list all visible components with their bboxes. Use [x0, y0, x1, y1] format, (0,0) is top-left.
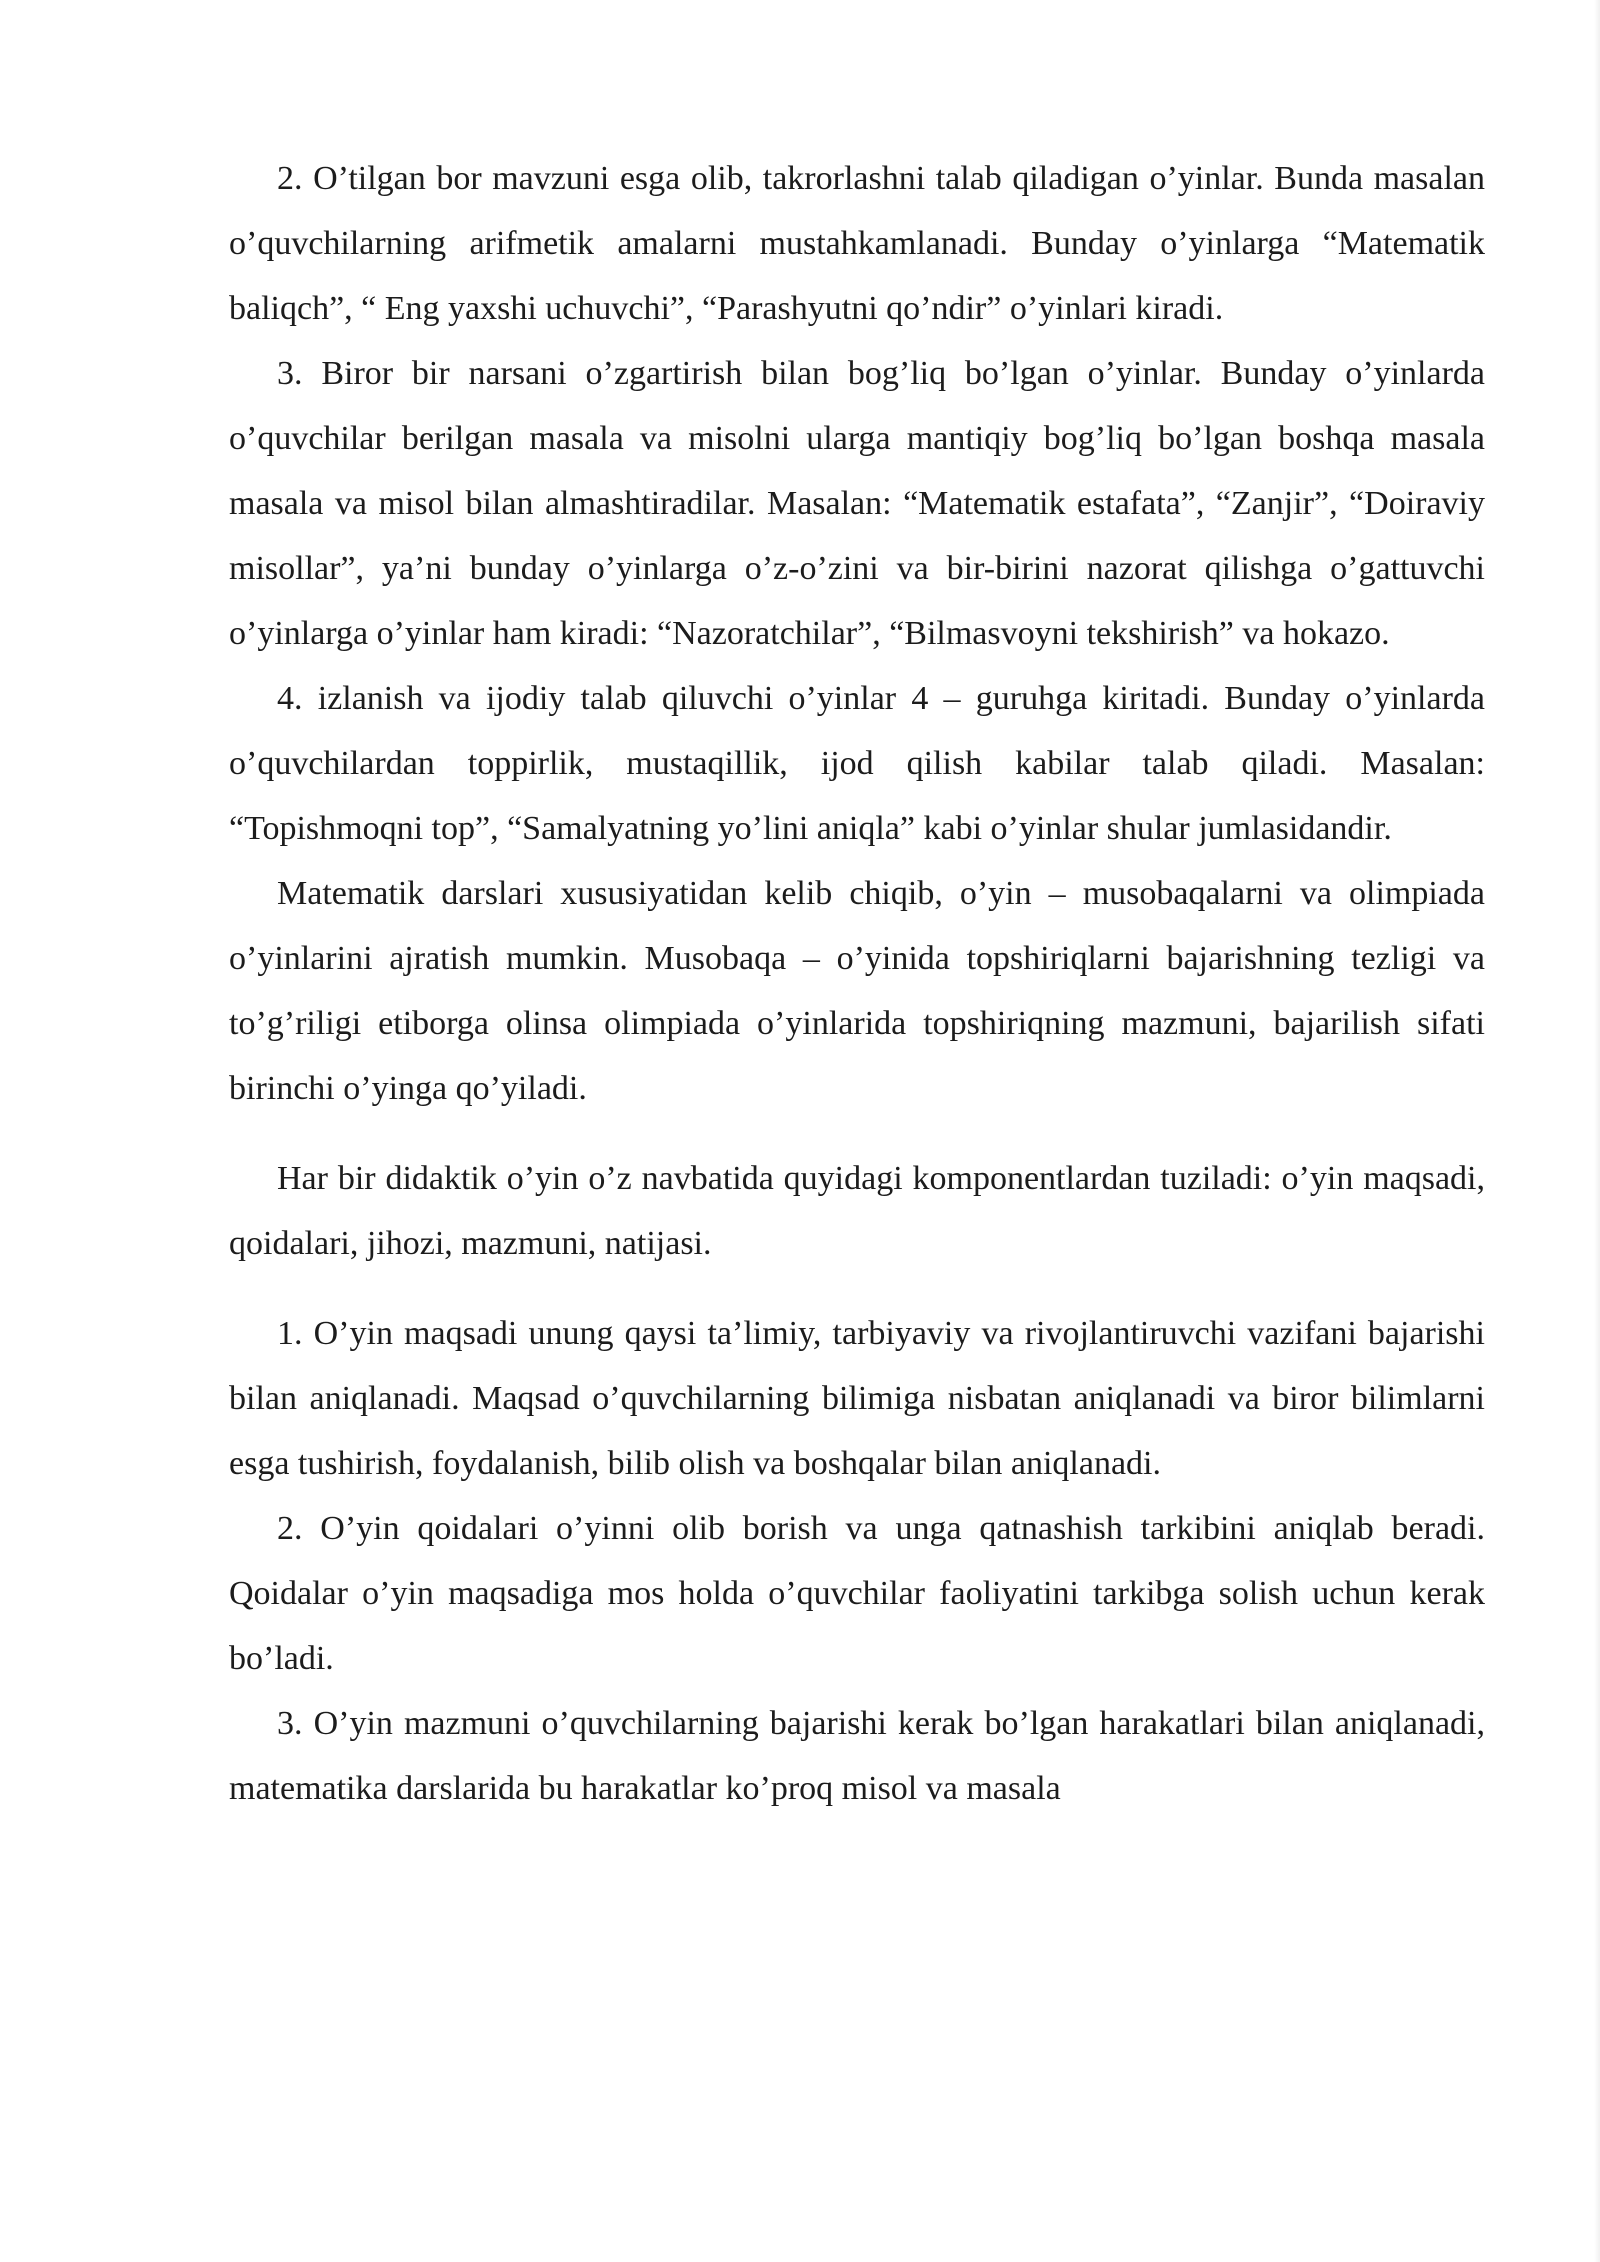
paragraph-component-content: 3. O’yin mazmuni o’quvchilarning bajarishi kerak bo’lgan harakatlari bilan aniqlanadi, matematika darslarida bu harakatlar ko’proq misol va masala [229, 1705, 1485, 1807]
paragraph-component-goal: 1. O’yin maqsadi unung qaysi ta’limiy, tarbiyaviy va rivojlantiruvchi vazifani bajarishi bilan aniqlanadi. Maqsad o’quvchilarning bilimiga nisbatan aniqlanadi va biror bilimlarni esga tushirish, foydalanish, bilib olish va boshqalar bilan aniqlanadi. [229, 1315, 1485, 1482]
paragraph-game-type-2: 2. O’tilgan bor mavzuni esga olib, takrorlashni talab qiladigan o’yinlar. Bunda masalan o’quvchilarning arifmetik amalarni mustahkamlanadi. Bunday o’yinlarga “Matematik baliqch”, “ Eng yaxshi uchuvchi”, “Parashyutni qo’ndir” o’yinlari kiradi. [229, 160, 1485, 327]
paragraph-competition-olympiad: Matematik darslari xususiyatidan kelib chiqib, o’yin – musobaqalarni va olimpiada o’yinlarini ajratish mumkin. Musobaqa – o’yinida topshiriqlarni bajarishning tezligi va to’g’riligi etiborga olinsa olimpiada o’yinlarida topshiriqning mazmuni, bajarilish sifati birinchi o’yinga qo’yiladi. [229, 875, 1485, 1107]
document-body [229, 146, 1485, 1821]
paragraph-components-intro: Har bir didaktik o’yin o’z navbatida quyidagi komponentlardan tuziladi: o’yin maqsadi, qoidalari, jihozi, mazmuni, natijasi. [229, 1160, 1485, 1262]
paragraph-game-type-3: 3. Biror bir narsani o’zgartirish bilan bog’liq bo’lgan o’yinlar. Bunday o’yinlarda o’quvchilar berilgan masala va misolni ularga mantiqiy bog’liq bo’lgan boshqa masala masala va misol bilan almashtiradilar. Masalan: “Matematik estafata”, “Zanjir”, “Doiraviy misollar”, ya’ni bunday o’yinlarga o’z-o’zini va bir-birini nazorat qilishga o’gattuvchi o’yinlarga o’yinlar ham kiradi: “Nazoratchilar”, “Bilmasvoyni tekshirish” va hokazo. [229, 355, 1485, 652]
paragraph-component-rules: 2. O’yin qoidalari o’yinni olib borish va unga qatnashish tarkibini aniqlab beradi. Qoidalar o’yin maqsadiga mos holda o’quvchilar faoliyatini tarkibga solish uchun kerak bo’ladi. [229, 1510, 1485, 1677]
paragraph-game-type-4: 4. izlanish va ijodiy talab qiluvchi o’yinlar 4 – guruhga kiritadi. Bunday o’yinlarda o’quvchilardan toppirlik, mustaqillik, ijod qilish kabilar talab qiladi. Masalan: “Topishmoqni top”, “Samalyatning yo’lini aniqla” kabi o’yinlar shular jumlasidandir. [229, 680, 1485, 847]
page-edge-shadow [1594, 0, 1600, 2262]
